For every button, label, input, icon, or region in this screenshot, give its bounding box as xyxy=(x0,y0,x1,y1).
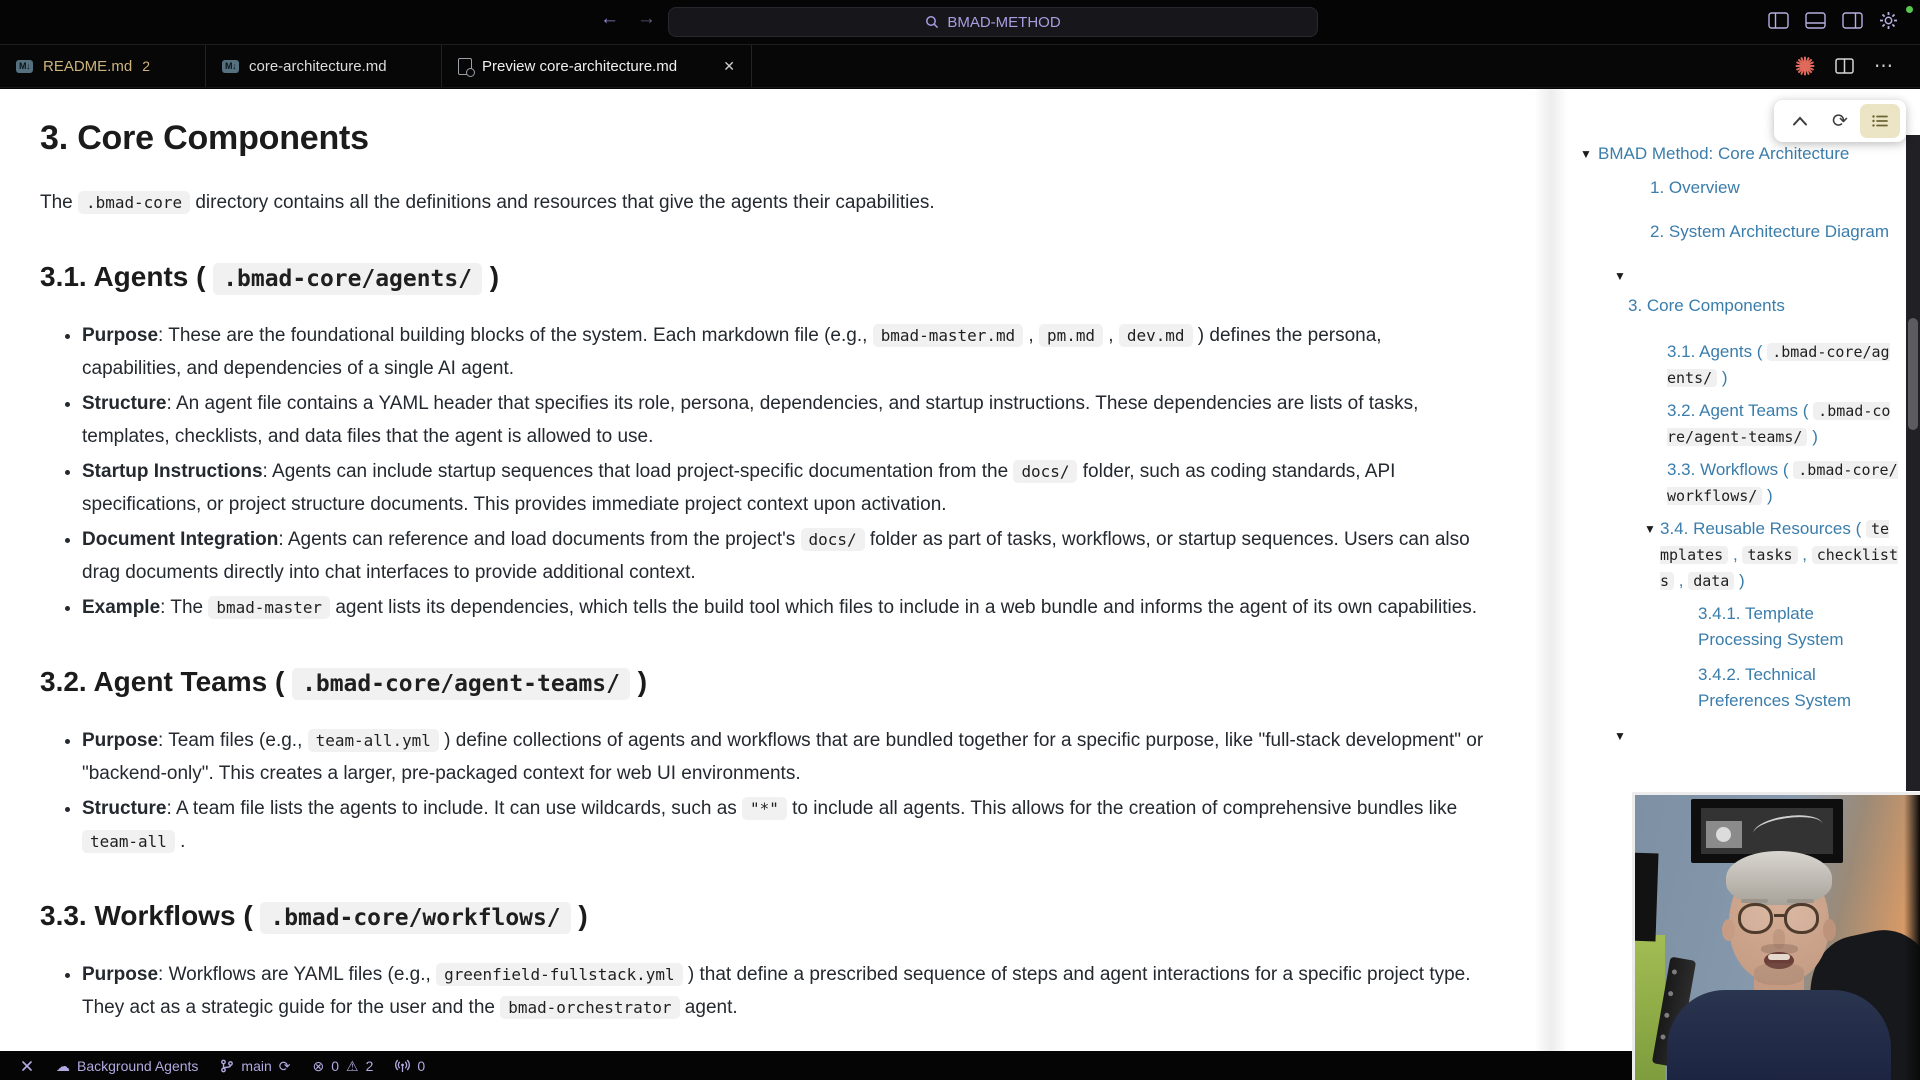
outline-row xyxy=(1578,263,1898,289)
inline-code: bmad-orchestrator xyxy=(500,996,679,1019)
bullet-item xyxy=(82,958,1486,1024)
text-segment: directory contains all the definitions and resources that give the agents their capabilities. xyxy=(190,192,935,213)
outline-row xyxy=(1578,457,1898,509)
outline-item[interactable] xyxy=(1667,339,1898,391)
section-heading xyxy=(40,666,1486,698)
outline-item[interactable] xyxy=(1650,175,1740,201)
ports-item[interactable] xyxy=(395,1058,425,1074)
text-segment: 3.1. Agents ( xyxy=(40,261,214,292)
text-segment: 3.4.2. Technical Preferences System xyxy=(1698,665,1852,710)
close-icon[interactable]: ✕ xyxy=(723,57,735,74)
layout-panel-left-icon[interactable] xyxy=(1768,12,1789,29)
inline-code: bmad-master xyxy=(208,596,330,619)
bold-text: Document Integration xyxy=(82,529,279,550)
cloud-icon: ☁ xyxy=(56,1057,70,1074)
markdown-file-icon: M↓ xyxy=(222,60,239,73)
text-segment: ) that define a prescribed sequence of steps and agent interactions for a specific project type. They act as a strategic guide for the user and the xyxy=(82,964,1471,1018)
chevron-down-icon[interactable]: ▼ xyxy=(1614,729,1626,743)
inline-code: greenfield-fullstack.yml xyxy=(436,963,683,986)
list-icon[interactable] xyxy=(1860,104,1900,138)
search-label: BMAD-METHOD xyxy=(947,13,1061,31)
inline-code: team-all xyxy=(82,830,175,853)
inline-code: .bmad-core xyxy=(78,191,190,214)
titlebar xyxy=(0,0,1920,44)
text-segment: ) xyxy=(1734,571,1745,590)
text-segment: , xyxy=(1023,325,1039,346)
scrollbar-thumb[interactable] xyxy=(1908,318,1918,430)
bullet-square-icon xyxy=(1648,457,1667,509)
collapse-icon[interactable] xyxy=(1780,104,1820,138)
text-segment: , xyxy=(1797,545,1812,564)
text-segment: 2. System Architecture Diagram xyxy=(1650,222,1890,241)
text-segment: : Workflows are YAML files (e.g., xyxy=(158,964,437,985)
bullet-square-icon xyxy=(1648,398,1667,450)
text-segment: 3. Core Components xyxy=(1628,296,1785,315)
text-segment: 3.2. Agent Teams ( xyxy=(40,666,293,697)
bullet-list xyxy=(40,724,1486,858)
outline-item[interactable] xyxy=(1628,293,1785,319)
bullet-square-icon xyxy=(1616,175,1650,201)
tab-preview-active[interactable] xyxy=(442,45,752,87)
text-segment: : The xyxy=(160,597,209,618)
bold-text: Structure xyxy=(82,393,167,414)
inline-code: team-all.yml xyxy=(308,729,439,752)
text-segment: ) xyxy=(481,261,500,292)
outline-row xyxy=(1578,723,1898,749)
doc-intro-paragraph xyxy=(40,186,1486,219)
inline-code: tasks xyxy=(1742,546,1797,564)
text-segment: 1. Overview xyxy=(1650,178,1740,197)
chevron-down-icon[interactable]: ▼ xyxy=(1580,147,1592,161)
outline-item[interactable] xyxy=(1667,398,1898,450)
gear-icon[interactable] xyxy=(1879,11,1898,30)
outline-row xyxy=(1578,175,1898,201)
bullet-item xyxy=(82,591,1486,624)
bullet-list xyxy=(40,319,1486,624)
inline-code: .bmad-core/agents/ xyxy=(213,263,482,295)
split-editor-icon[interactable] xyxy=(1835,58,1854,74)
text-segment: : Team files (e.g., xyxy=(158,730,308,751)
sync-icon: ⟳ xyxy=(278,1057,291,1074)
markdown-file-icon: M↓ xyxy=(16,60,33,73)
layout-panel-right-icon[interactable] xyxy=(1842,12,1863,29)
glasses-icon xyxy=(1784,903,1819,934)
bullet-item xyxy=(82,319,1486,385)
text-segment: 3.3. Workflows ( xyxy=(1667,460,1794,479)
tab-core-architecture[interactable] xyxy=(206,45,442,87)
bullet-item xyxy=(82,455,1486,521)
text-segment: : A team file lists the agents to include. It can use wildcards, such as xyxy=(166,798,743,819)
tab-label: Preview core-architecture.md xyxy=(482,57,678,75)
presenter-torso xyxy=(1667,990,1891,1080)
bold-text: Purpose xyxy=(82,325,159,346)
ports-count: 0 xyxy=(417,1057,426,1074)
text-segment: 3.4.1. Template Processing System xyxy=(1698,604,1844,649)
git-branch-item[interactable] xyxy=(220,1058,290,1074)
bold-text: Purpose xyxy=(82,730,159,751)
search-input[interactable] xyxy=(668,7,1318,37)
document-sections xyxy=(40,261,1486,1024)
nav-forward-icon[interactable]: → xyxy=(637,8,656,29)
doc-heading-h1: 3. Core Components xyxy=(40,119,369,157)
inline-code: .bmad-core/agent-teams/ xyxy=(1667,402,1891,446)
text-segment: : Agents can reference and load documents from the project's xyxy=(278,529,801,550)
outline-item[interactable] xyxy=(1650,219,1889,245)
text-segment: . xyxy=(174,831,186,852)
background-agents-item[interactable] xyxy=(56,1058,198,1074)
branch-icon xyxy=(220,1059,234,1073)
text-segment: BMAD Method: Core Architecture xyxy=(1598,144,1850,163)
text-segment: folder as part of tasks, workflows, or startup sequences. Users can also drag documents directly into chat interfaces to provide additional context. xyxy=(82,529,1470,583)
broadcast-icon xyxy=(395,1059,410,1073)
inline-code: docs/ xyxy=(801,528,865,551)
inline-code: .bmad-core/workflows/ xyxy=(260,902,570,934)
text-segment: : These are the foundational building blocks of the system. Each markdown file (e.g., xyxy=(158,325,873,346)
scrollbar-track[interactable] xyxy=(1906,135,1920,791)
bold-text: Structure xyxy=(82,798,167,819)
error-count: 0 xyxy=(331,1057,340,1074)
outline-toolbar xyxy=(1774,100,1906,142)
outline-item[interactable] xyxy=(1667,457,1898,509)
refresh-icon[interactable]: ⟳ xyxy=(1832,110,1848,132)
text-segment: ) define collections of agents and workflows that are bundled together for a specific purpose, like "full-stack development" or "backend-only". This creates a larger, pre-packaged context for web UI environments. xyxy=(82,730,1484,784)
text-segment: , xyxy=(1674,571,1689,590)
glasses-icon xyxy=(1738,903,1773,934)
remote-icon xyxy=(20,1059,34,1073)
bullet-item xyxy=(82,523,1486,589)
text-segment: The xyxy=(40,192,79,213)
inline-code: pm.md xyxy=(1039,324,1103,347)
text-segment: ) xyxy=(1807,427,1818,446)
ai-starburst-icon[interactable] xyxy=(1795,56,1815,76)
inline-code: .bmad-core/agent-teams/ xyxy=(292,668,630,700)
outline-item[interactable] xyxy=(1698,601,1898,653)
bullet-item xyxy=(82,387,1486,453)
webcam-overlay xyxy=(1632,792,1920,1080)
inline-code: dev.md xyxy=(1119,324,1193,347)
text-segment: 3.4. Reusable Resources ( xyxy=(1660,519,1866,538)
text-segment: , xyxy=(1103,325,1119,346)
inline-code: bmad-master.md xyxy=(873,324,1023,347)
presenter-hair xyxy=(1726,851,1832,905)
branch-label: main xyxy=(241,1057,272,1074)
bullet-square-icon xyxy=(1648,339,1667,391)
inline-code: "*" xyxy=(742,797,787,820)
inline-code: templates xyxy=(1660,520,1890,564)
bullet-square-icon xyxy=(1616,219,1650,245)
text-segment: 3.3. Workflows ( xyxy=(40,900,261,931)
tab-badge: 2 xyxy=(142,58,150,74)
text-segment: ) xyxy=(629,666,648,697)
section-heading xyxy=(40,900,1486,932)
outline-row xyxy=(1578,141,1898,167)
inline-code: checklists xyxy=(1660,546,1898,590)
outline-row xyxy=(1578,398,1898,450)
search-icon xyxy=(925,15,939,29)
status-dot xyxy=(1906,6,1913,13)
chevron-down-icon[interactable]: ▼ xyxy=(1614,269,1626,283)
text-segment: to include all agents. This allows for the creation of comprehensive bundles like xyxy=(786,798,1458,819)
text-segment: : An agent file contains a YAML header that specifies its role, persona, dependencies, and startup instructions. These dependencies are lists of tasks, templates, checklists, and data files that the agent is allowed to use. xyxy=(82,393,1419,447)
text-segment: agent. xyxy=(679,997,738,1018)
tab-label: README.md xyxy=(43,57,133,75)
text-segment: ) xyxy=(1717,368,1728,387)
text-segment: folder, such as coding standards, API specifications, or project structure documents. This provides immediate project context upon activation. xyxy=(82,461,1396,515)
picture-frame-small xyxy=(1632,853,1659,942)
nav-back-icon[interactable]: ← xyxy=(600,8,619,29)
tabbar xyxy=(0,44,1920,88)
preview-file-icon xyxy=(458,58,472,75)
bullet-square-icon xyxy=(1680,601,1698,653)
remote-indicator[interactable] xyxy=(20,1059,34,1073)
outline-panel-shadow xyxy=(1534,89,1568,1051)
tab-readme[interactable] xyxy=(0,45,206,87)
outline-row xyxy=(1578,339,1898,391)
outline-row xyxy=(1578,293,1898,319)
text-segment: ) xyxy=(1762,486,1773,505)
background-agents-label: Background Agents xyxy=(77,1057,199,1074)
more-actions-icon[interactable]: ⋯ xyxy=(1874,55,1894,77)
bullet-square-icon xyxy=(1680,662,1698,714)
warning-icon: ⚠ xyxy=(346,1057,359,1074)
text-segment: 3.1. Agents ( xyxy=(1667,342,1768,361)
text-segment: agent lists its dependencies, which tells the build tool which files to include in a web bundle and informs the agent of its own capabilities. xyxy=(330,597,1478,618)
outline-item[interactable] xyxy=(1598,141,1849,167)
text-segment: ) defines the persona, capabilities, and dependencies of a single AI agent. xyxy=(82,325,1382,379)
tab-label: core-architecture.md xyxy=(249,57,387,75)
outline-row xyxy=(1578,516,1898,594)
outline-row xyxy=(1578,601,1898,653)
chevron-down-icon[interactable]: ▼ xyxy=(1644,522,1656,536)
text-segment: , xyxy=(1728,545,1743,564)
inline-code: data xyxy=(1688,572,1734,590)
bullet-list xyxy=(40,958,1486,1024)
outline-item[interactable] xyxy=(1660,516,1898,594)
text-segment: 3.2. Agent Teams ( xyxy=(1667,401,1814,420)
layout-panel-bottom-icon[interactable] xyxy=(1805,12,1826,29)
section-heading xyxy=(40,261,1486,293)
inline-code: docs/ xyxy=(1013,460,1077,483)
error-icon: ⊗ xyxy=(312,1057,325,1074)
problems-item[interactable] xyxy=(313,1058,374,1074)
inline-code: .bmad-core/workflows/ xyxy=(1667,461,1898,505)
warning-count: 2 xyxy=(365,1057,374,1074)
text-segment: ) xyxy=(570,900,588,931)
bullet-item xyxy=(82,724,1486,790)
outline-item[interactable] xyxy=(1698,662,1898,714)
bullet-item xyxy=(82,792,1486,858)
outline-row xyxy=(1578,219,1898,245)
inline-code: .bmad-core/agents/ xyxy=(1667,343,1890,387)
text-segment: : Agents can include startup sequences that load project-specific documentation from the xyxy=(262,461,1014,482)
bold-text: Startup Instructions xyxy=(82,461,263,482)
outline-panel xyxy=(1578,89,1908,801)
outline-tree xyxy=(1578,141,1898,749)
bold-text: Example xyxy=(82,597,161,618)
bold-text: Purpose xyxy=(82,964,159,985)
outline-row xyxy=(1578,662,1898,714)
